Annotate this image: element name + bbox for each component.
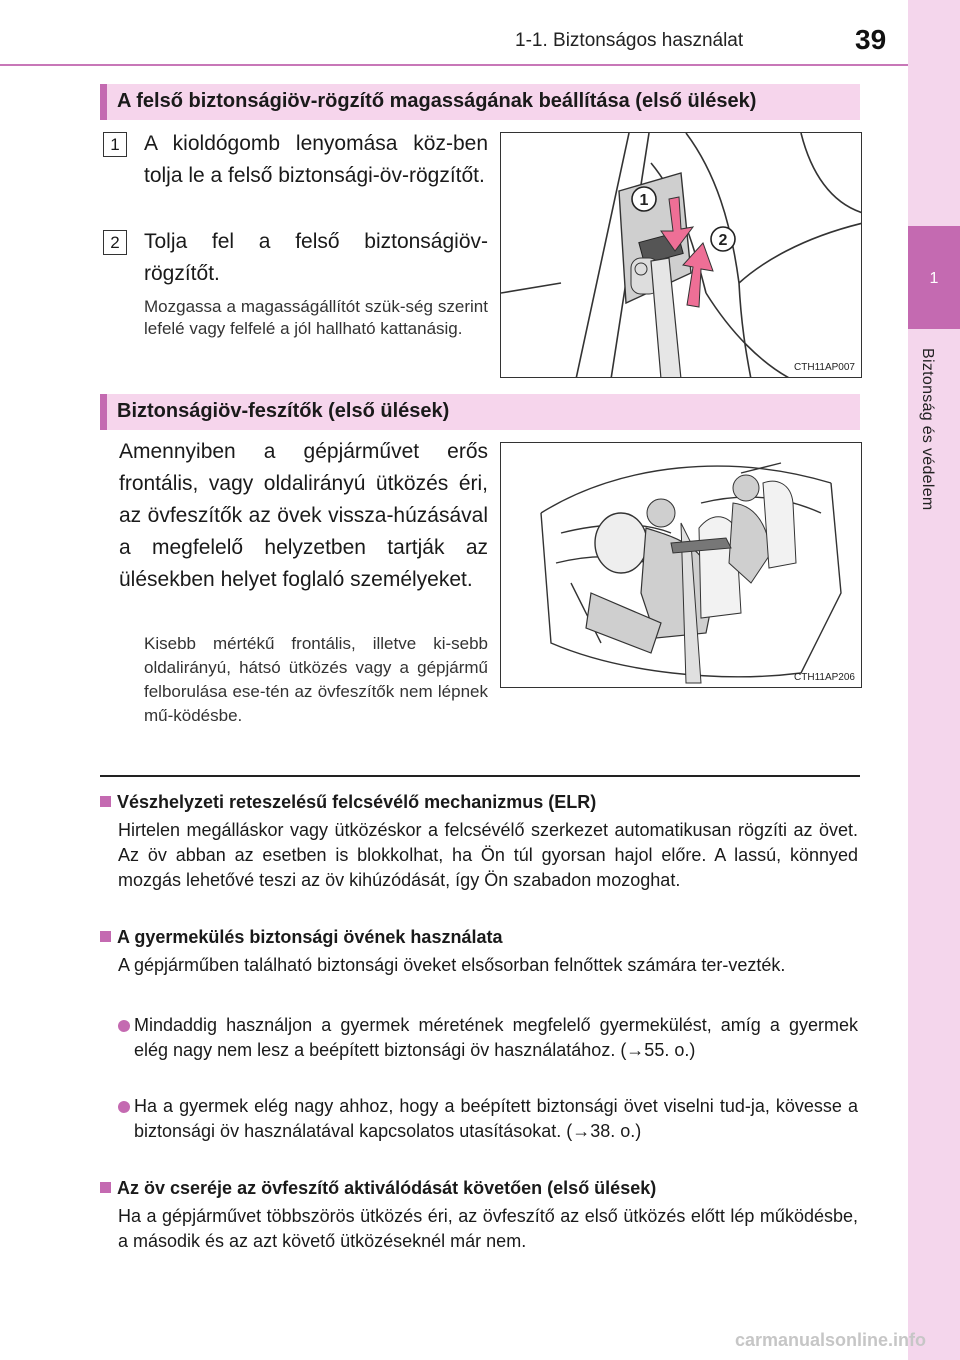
figure-callout: 1 — [639, 192, 649, 209]
pretensioner-paragraph: Amennyiben a gépjárművet erős frontális, vagy oldalirányú ütközés éri, az övfeszítők az övek vissza-húzásával a megfelelő helyzetben tartják az ülésekben helyet foglaló személyeket. — [119, 440, 488, 591]
belt-anchor-illustration — [501, 133, 862, 378]
info-heading-belt-replacement: Az öv cseréje az övfeszítő aktiválódását követően (első ülések) — [100, 1176, 860, 1200]
step-number-badge: 1 — [103, 132, 127, 157]
step-text: Tolja fel a felső biztonságiöv-rögzítőt. — [144, 230, 488, 285]
step-1 — [103, 128, 488, 192]
adjuster-note: Mozgassa a magasságállítót szük-ség szerint lefelé vagy felfelé a jól hallható kattanásig. — [144, 297, 488, 338]
step-text: A kioldógomb lenyomása köz-ben tolja le a felső biztonsági-öv-rögzítőt. — [144, 132, 488, 187]
section-title-pretensioners: Biztonságiöv-feszítők (első ülések) — [100, 394, 860, 430]
figure-belt-anchor — [500, 132, 862, 378]
square-bullet-icon — [100, 1182, 111, 1193]
section-title-belt-height: A felső biztonságiöv-rögzítő magasságának beállítása (első ülések) — [100, 84, 860, 120]
header-rule — [0, 64, 908, 66]
figure-code: CTH11AP206 — [794, 672, 855, 683]
watermark[interactable]: carmanualsonline.info — [735, 1330, 927, 1350]
chapter-title: 1-1. Biztonságos használat — [515, 30, 744, 51]
bullet-item: Ha a gyermek elég nagy ahhoz, hogy a beépített biztonsági övet viselni tud-ja, kövesse a biztonsági öv használatával kapcsolatos utasításokat. (→38. o.) — [118, 1094, 858, 1144]
step-number-badge: 2 — [103, 230, 127, 255]
figure-callout: 2 — [718, 232, 728, 249]
round-bullet-icon — [118, 1020, 130, 1032]
info-body-child-seat: A gépjárműben található biztonsági öveket elsősorban felnőttek számára ter-vezték. — [118, 955, 786, 975]
side-tab-number[interactable]: 1 — [908, 226, 960, 329]
bullet-item: Mindaddig használjon a gyermek méretének megfelelő gyermekülést, amíg a gyermek elég nagy nem lesz a beépített biztonsági öv használatához. (→55. o.) — [118, 1013, 858, 1063]
page-number: 39 — [855, 24, 887, 55]
info-body-elr: Hirtelen megálláskor vagy ütközéskor a felcsévélő szerkezet automatikusan rögzíti az övet. Az öv abban az esetben is blokkolhat, ha Ön túl gyorsan hajol előre. A lassú, könnyed mozgás lehetővé teszi az öv kihúzódását, így Ön szabadon mozoghat. — [118, 820, 858, 890]
side-tab-strip — [908, 0, 960, 1360]
square-bullet-icon — [100, 931, 111, 942]
pretensioner-illustration — [501, 443, 862, 688]
round-bullet-icon — [118, 1101, 130, 1113]
side-tab-label: Biztonság és védelem — [919, 348, 936, 511]
info-heading-elr: Vészhelyzeti reteszelésű felcsévélő mechanizmus (ELR) — [100, 790, 860, 814]
info-heading-child-seat: A gyermekülés biztonsági övének használata — [100, 925, 860, 949]
figure-pretensioner — [500, 442, 862, 688]
section-divider — [100, 775, 860, 777]
figure-code: CTH11AP007 — [794, 362, 855, 373]
info-body-belt-replacement: Ha a gépjárművet többszörös ütközés éri, az övfeszítő az első ütközés előtt lép működésbe, a második és az azt követő ütközéseknél már nem. — [118, 1206, 858, 1251]
pretensioner-note: Kisebb mértékű frontális, illetve ki-sebb oldalirányú, hátsó ütközés vagy a gépjármű felborulása ese-tén az övfeszítők nem lépnek mű-ködésbe. — [144, 634, 488, 725]
square-bullet-icon — [100, 796, 111, 807]
step-2 — [103, 226, 488, 290]
